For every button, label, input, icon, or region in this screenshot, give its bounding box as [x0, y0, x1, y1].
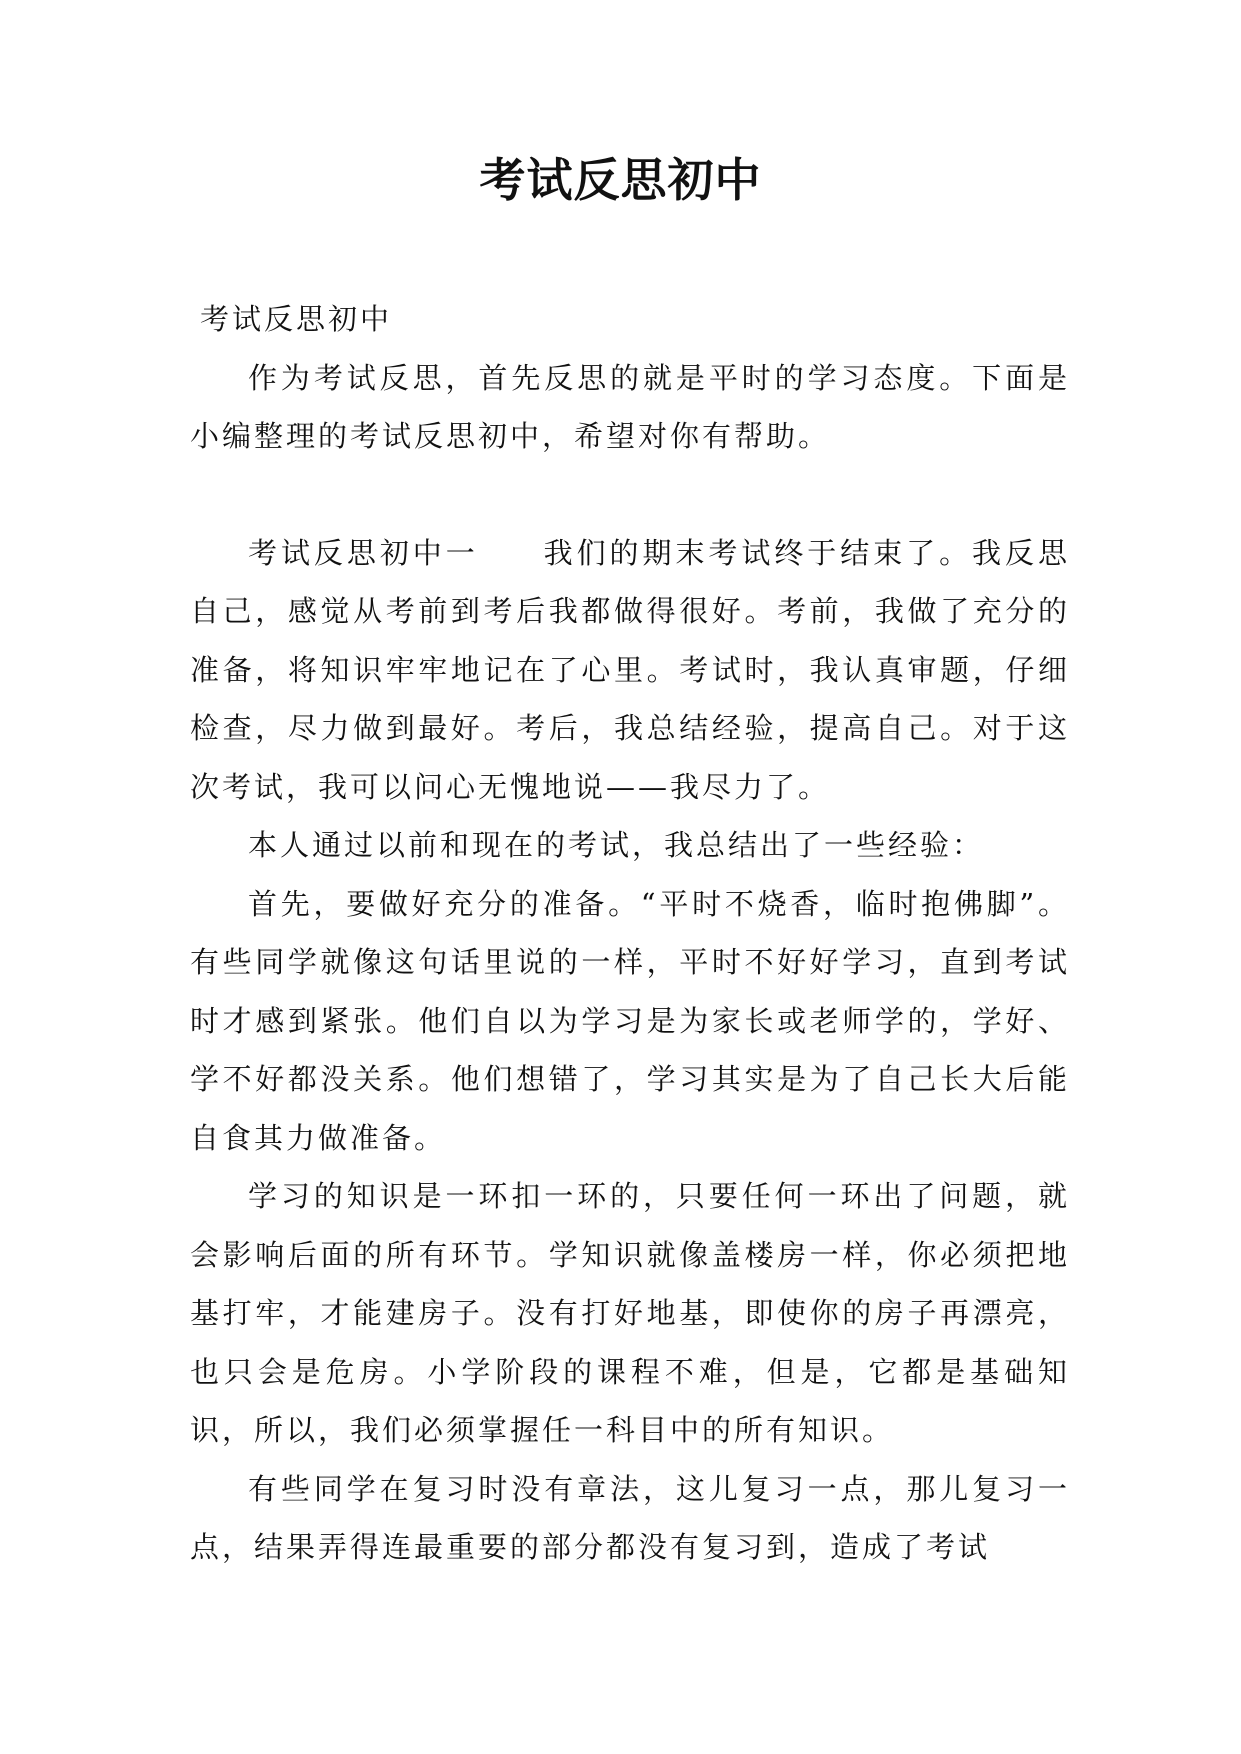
- section-1-paragraph: [190, 524, 1070, 817]
- document-title: 考试反思初中: [479, 153, 762, 207]
- document-subheading: 考试反思初中: [200, 302, 393, 336]
- body-paragraph-4: 有些同学在复习时没有章法，这儿复习一点，那儿复习一点，结果弄得连最重要的部分都没有复习到，造成了考试: [190, 1471, 1070, 1564]
- body-paragraph-1: 本人通过以前和现在的考试，我总结出了一些经验：: [248, 828, 985, 862]
- section-1-text: 我们的期末考试终于结束了。我反思自己，感觉从考前到考后我都做得很好。考前，我做了充分的准备，将知识牢牢地记在了心里。考试时，我认真审题，仔细检查，尽力做到最好。考后，我总结经验，提高自己。对于这次考试，我可以问心无愧地说——我尽力了。: [190, 535, 1070, 804]
- document-body: [190, 290, 1070, 1577]
- body-paragraph-2: 首先，要做好充分的准备。“平时不烧香，临时抱佛脚”。有些同学就像这句话里说的一样，平时不好好学习，直到考试时才感到紧张。他们自以为学习是为家长或老师学的，学好、学不好都没关系。他们想错了，学习其实是为了自己长大后能自食其力做准备。: [190, 886, 1070, 1155]
- section-1-heading: 考试反思初中一: [248, 535, 479, 570]
- body-paragraph-3: 学习的知识是一环扣一环的，只要任何一环出了问题，就会影响后面的所有环节。学知识就像盖楼房一样，你必须把地基打牢，才能建房子。没有打好地基，即使你的房子再漂亮，也只会是危房。小学阶段的课程不难，但是，它都是基础知识，所以，我们必须掌握任一科目中的所有知识。: [190, 1179, 1070, 1447]
- intro-paragraph: 作为考试反思，首先反思的就是平时的学习态度。下面是小编整理的考试反思初中，希望对你有帮助。: [190, 360, 1070, 453]
